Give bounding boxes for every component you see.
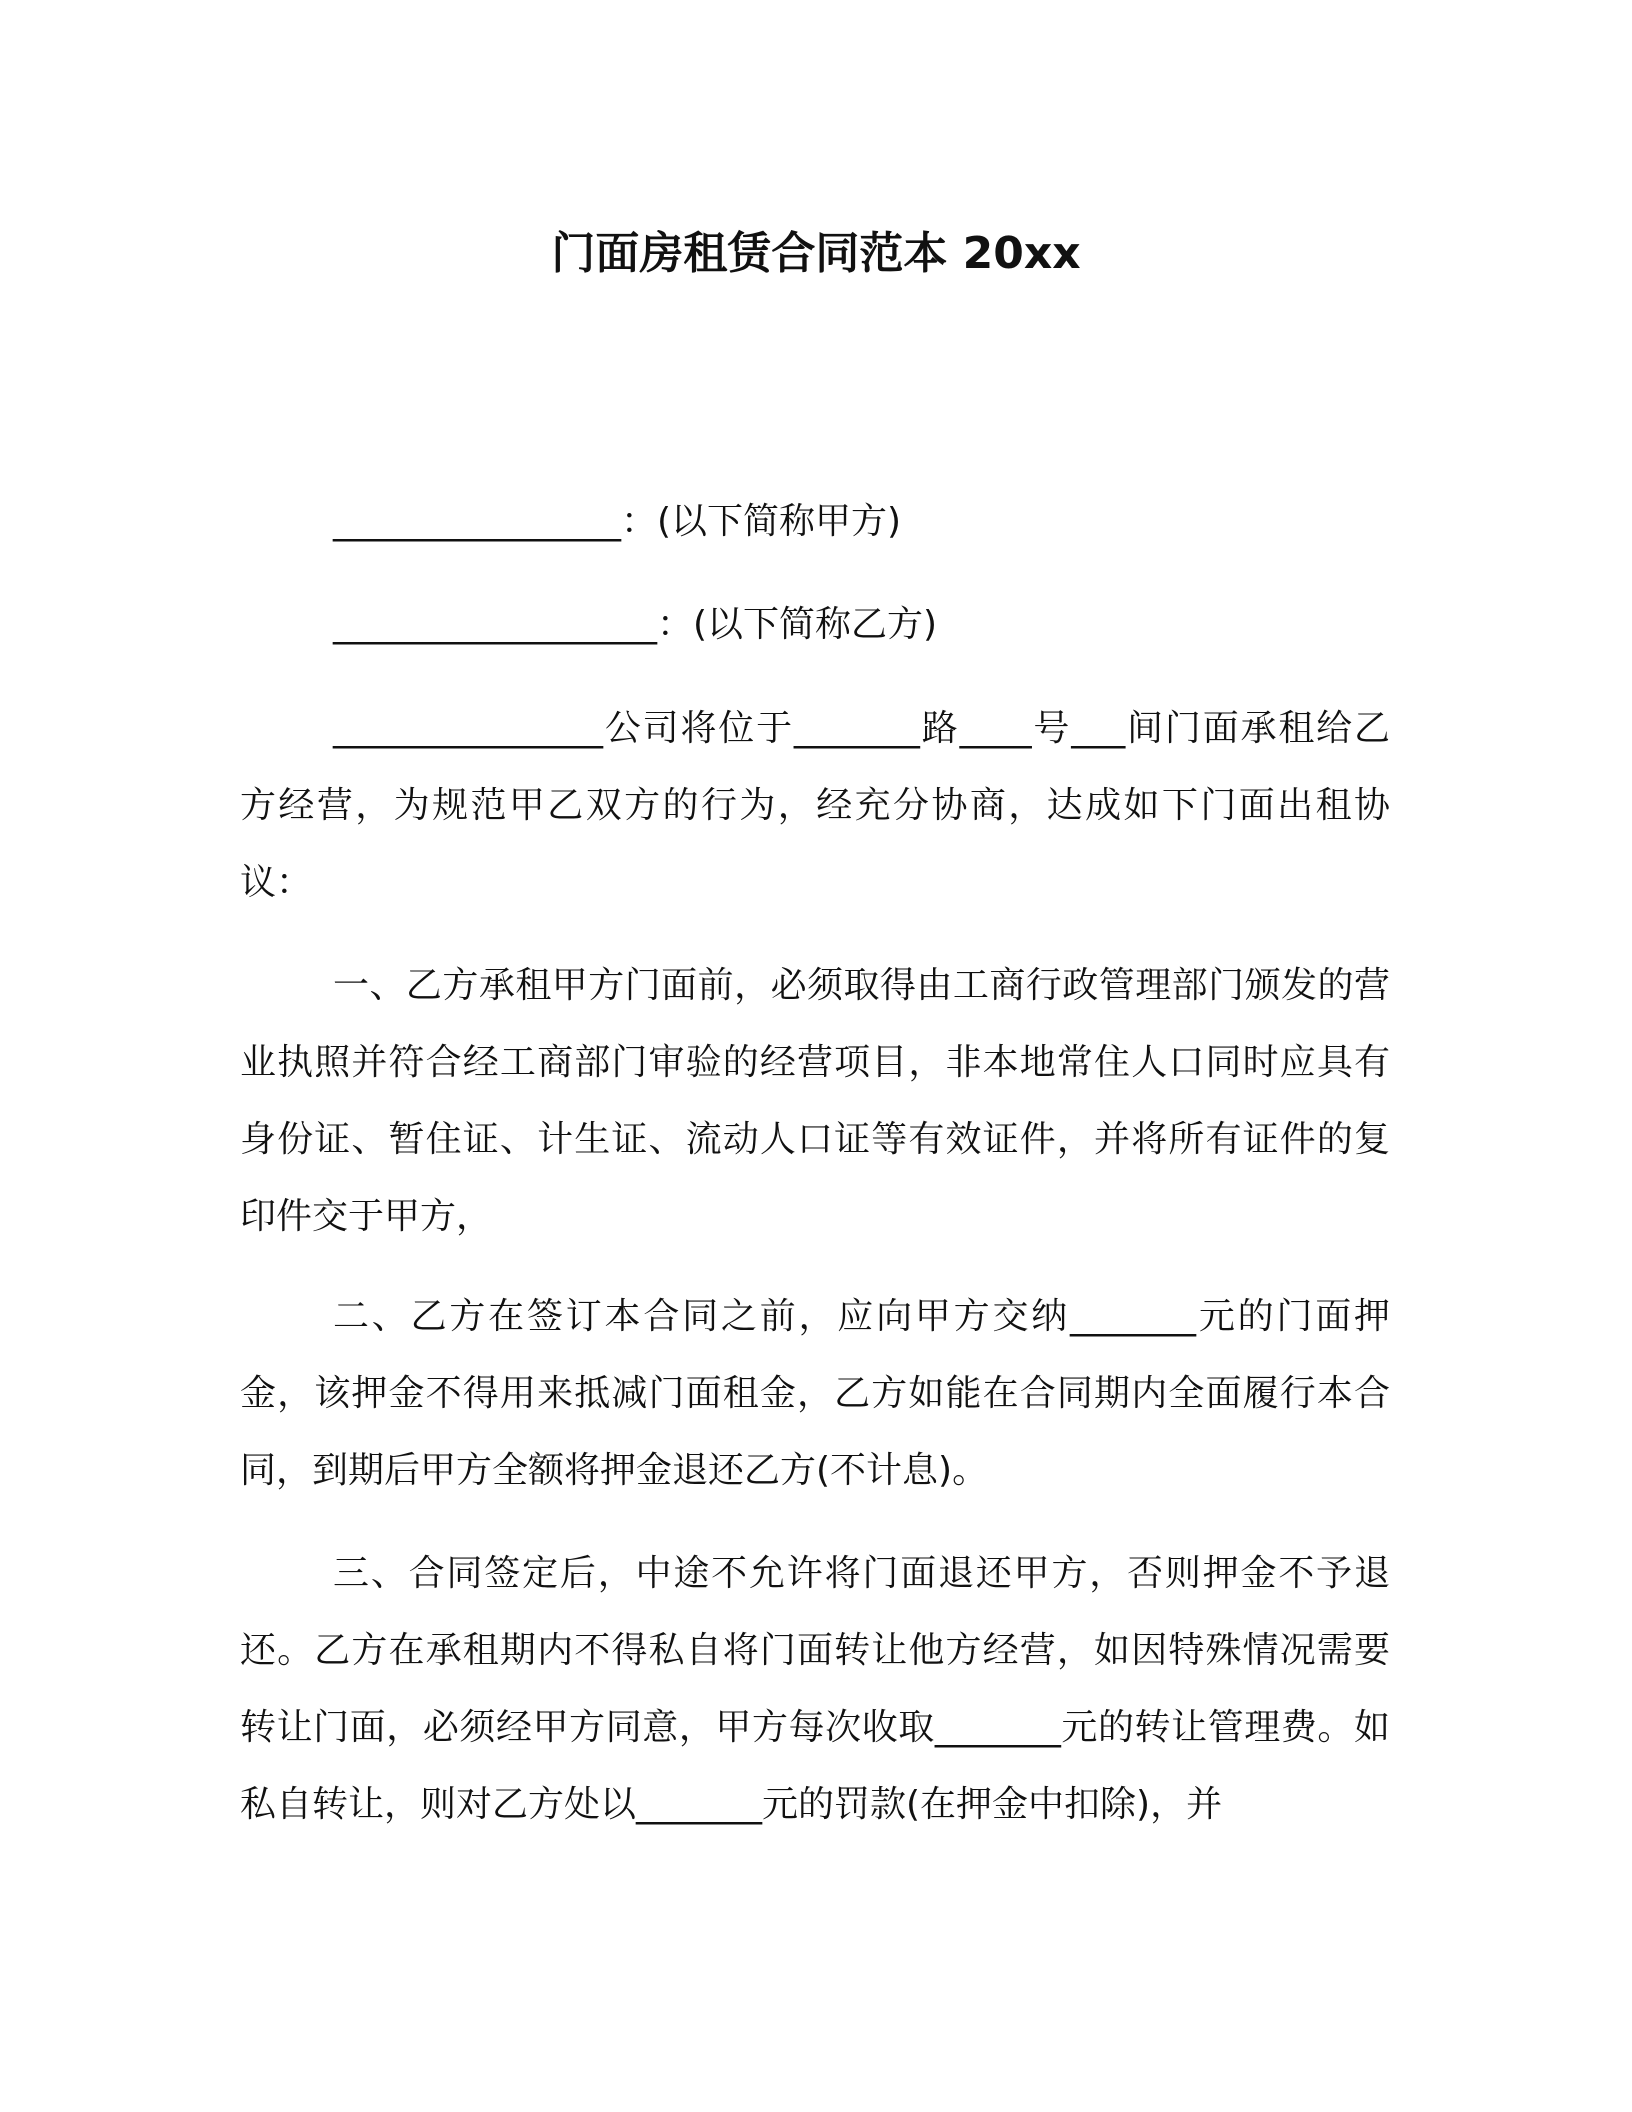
- clause-2-paragraph: 二、乙方在签订本合同之前，应向甲方交纳_______元的门面押金，该押金不得用来抵减门面租金，乙方如能在合同期内全面履行本合同，到期后甲方全额将押金退还乙方(不计息)。: [240, 1296, 1390, 1491]
- clause-1-paragraph: 一、乙方承租甲方门面前，必须取得由工商行政管理部门颁发的营业执照并符合经工商部门审验的经营项目，非本地常住人口同时应具有身份证、暂住证、计生证、流动人口证等有效证件，并将所有证件的复印件交于甲方，: [240, 965, 1390, 1237]
- clause-3-paragraph: 三、合同签定后，中途不允许将门面退还甲方，否则押金不予退还。乙方在承租期内不得私自将门面转让他方经营，如因特殊情况需要转让门面，必须经甲方同意，甲方每次收取_______元的转让管理费。如私自转让，则对乙方处以_______元的罚款(在押金中扣除)，并: [240, 1553, 1390, 1825]
- document-title: 门面房租赁合同范本 20xx: [551, 228, 1081, 279]
- party-b-line: __________________：(以下简称乙方): [333, 604, 938, 645]
- intro-paragraph: _______________公司将位于_______路____号___间门面承租给乙方经营，为规范甲乙双方的行为，经充分协商，达成如下门面出租协议：: [240, 708, 1390, 903]
- party-a-line: ________________：(以下简称甲方): [333, 501, 902, 542]
